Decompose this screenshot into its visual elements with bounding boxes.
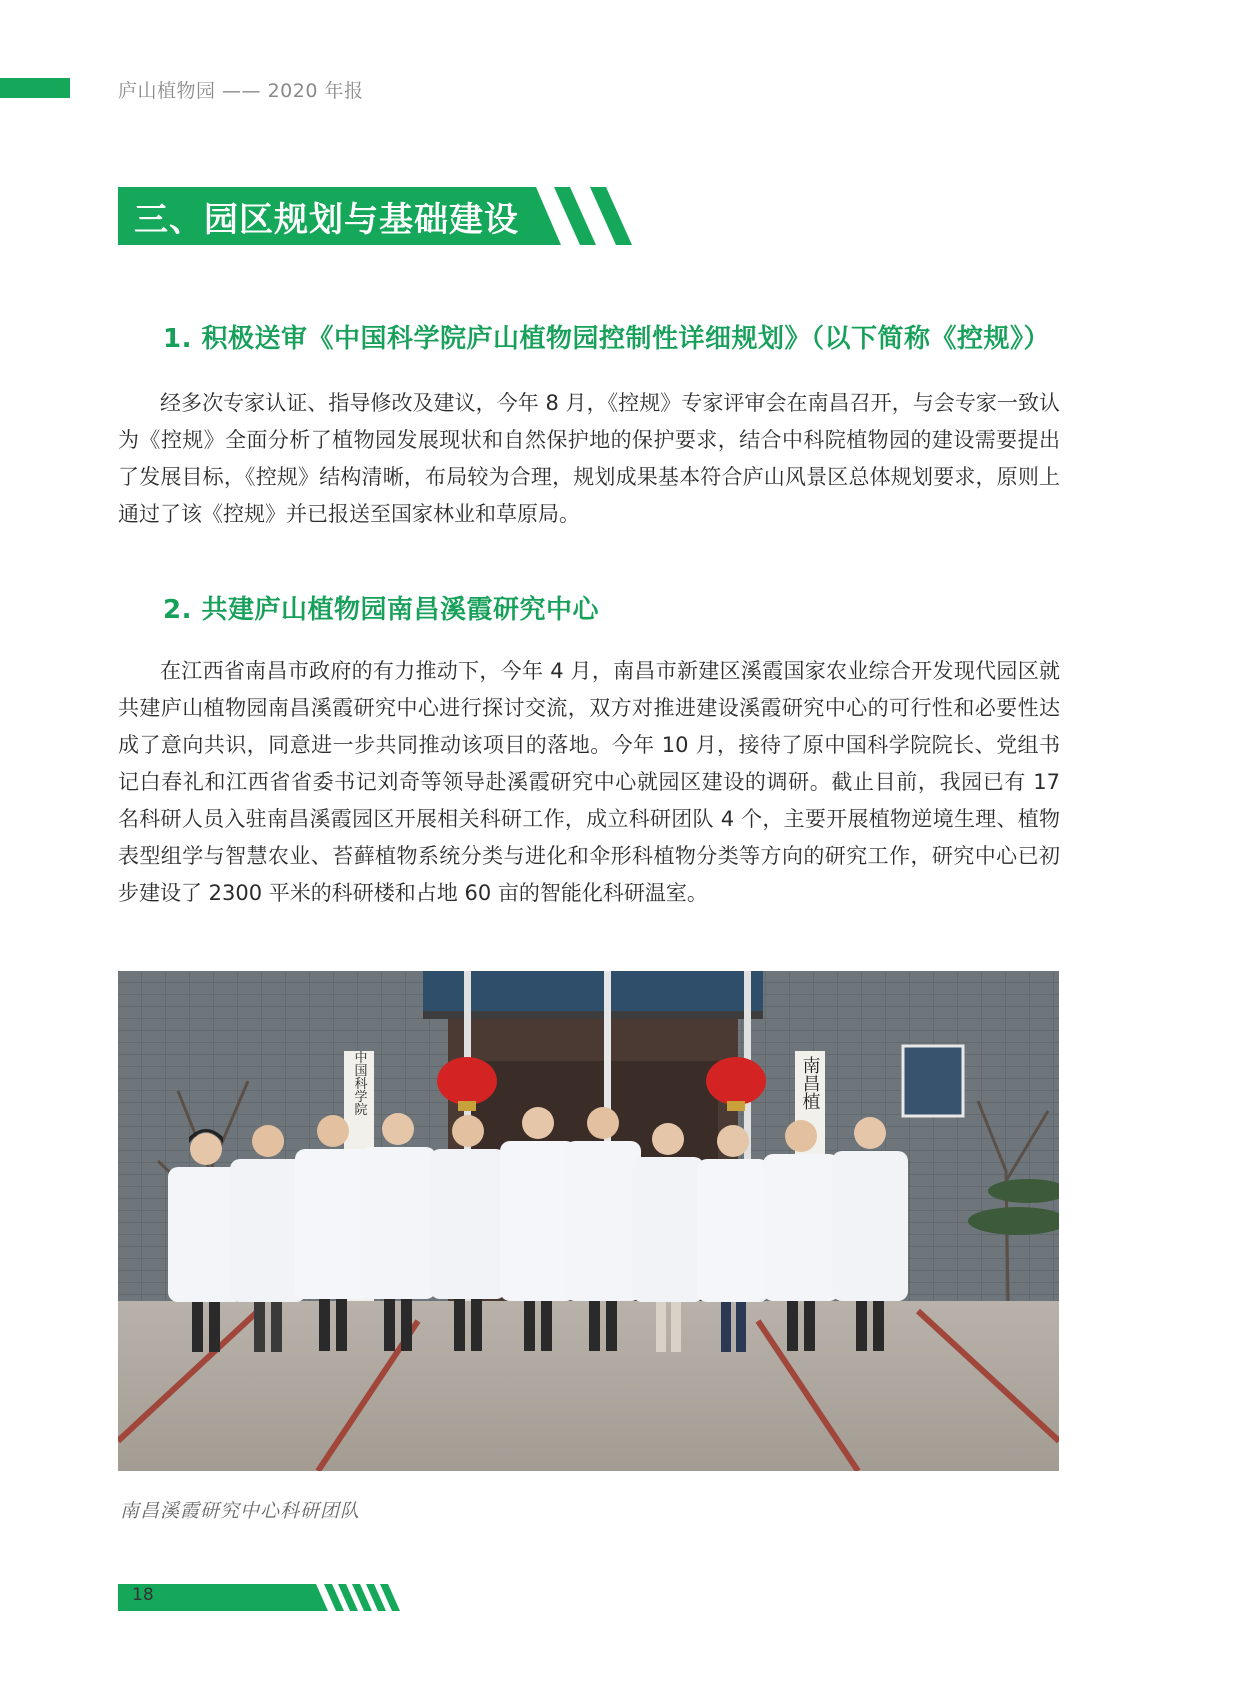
subsection-1-heading: 1. 积极送审《中国科学院庐山植物园控制性详细规划》（以下简称《控规》） — [163, 324, 1051, 354]
section-title: 三、园区规划与基础建设 — [134, 200, 519, 240]
left-plaque-text: 中国科学院 — [351, 1050, 367, 1116]
section-banner — [118, 187, 658, 245]
header-accent-bar — [0, 78, 70, 98]
page-number: 18 — [132, 1585, 154, 1605]
running-header: 庐山植物园 —— 2020 年报 — [118, 80, 364, 102]
team-photo-illustration — [118, 971, 1059, 1471]
photo-caption: 南昌溪霞研究中心科研团队 — [120, 1500, 361, 1522]
right-plaque-text: 南昌植 — [799, 1056, 821, 1110]
footer-stripes-icon — [118, 1584, 413, 1611]
team-photo — [118, 971, 1059, 1471]
subsection-2-paragraph: 在江西省南昌市政府的有力推动下，今年 4 月，南昌市新建区溪霞国家农业综合开发现代园区就共建庐山植物园南昌溪霞研究中心进行探讨交流，双方对推进建设溪霞研究中心的可行性和必要性达成了意向共识，同意进一步共同推动该项目的落地。今年 10 月，接待了原中国科学院院长、党组书记白春礼和江西省省委书记刘奇等领导赴溪霞研究中心就园区建设的调研。截止目前，我园已有 17 名科研人员入驻南昌溪霞园区开展相关科研工作，成立科研团队 4 个，主要开展植物逆境生理、植物表型组学与智慧农业、苔藓植物系统分类与进化和伞形科植物分类等方向的研究工作，研究中心已初步建设了 2300 平米的科研楼和占地 60 亩的智能化科研温室。 — [118, 659, 1060, 905]
subsection-2-heading: 2. 共建庐山植物园南昌溪霞研究中心 — [163, 595, 600, 625]
page-footer — [118, 1584, 413, 1611]
subsection-1-paragraph: 经多次专家认证、指导修改及建议，今年 8 月，《控规》专家评审会在南昌召开，与会专家一致认为《控规》全面分析了植物园发展现状和自然保护地的保护要求，结合中科院植物园的建设需要提出了发展目标，《控规》结构清晰，布局较为合理，规划成果基本符合庐山风景区总体规划要求，原则上通过了该《控规》并已报送至国家林业和草原局。 — [118, 391, 1060, 526]
